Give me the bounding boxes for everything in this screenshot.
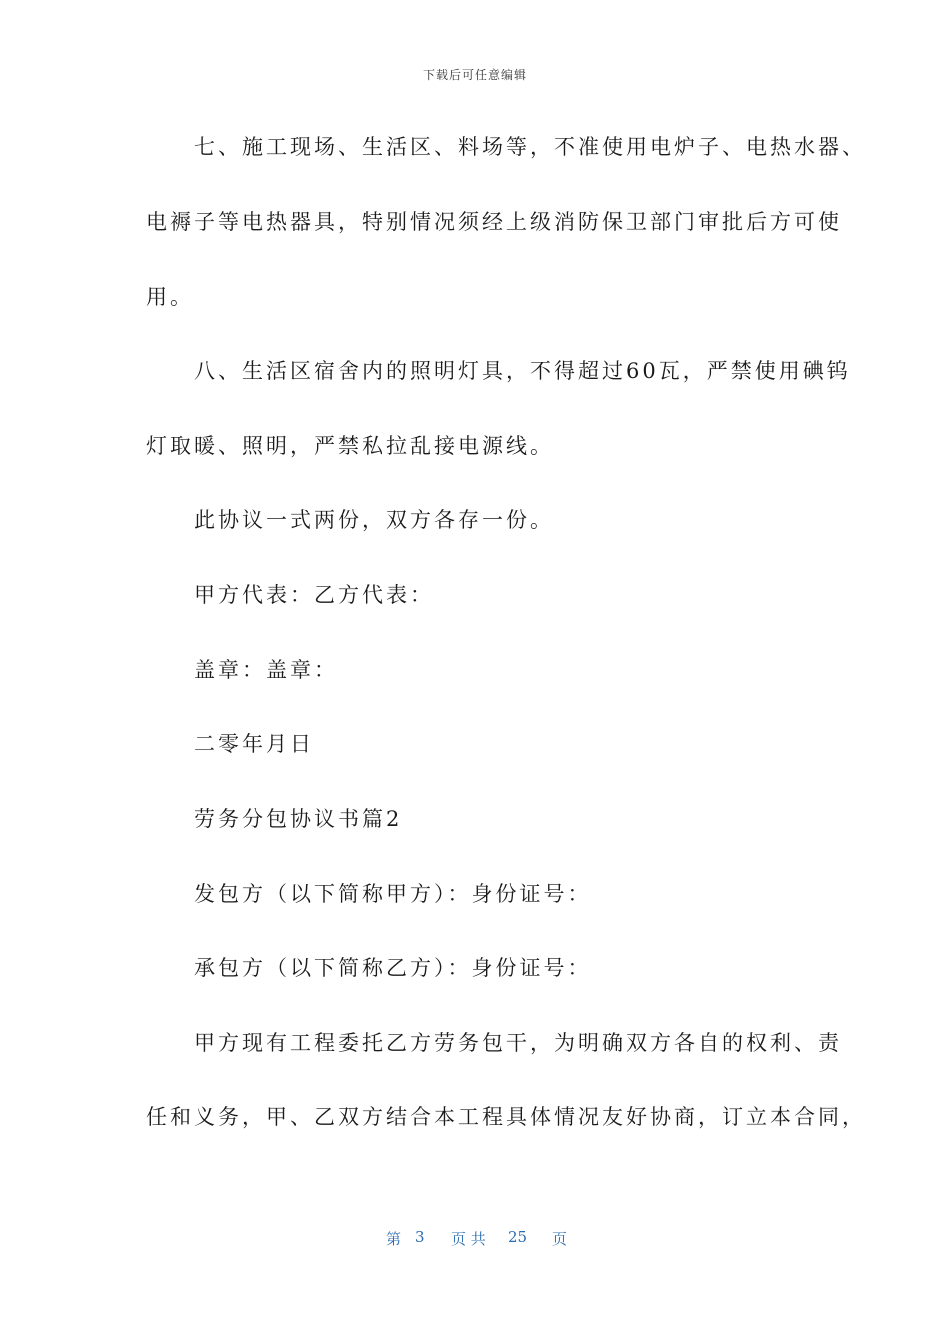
section-heading: 劳务分包协议书篇2 bbox=[146, 807, 403, 831]
text-line: 甲方现有工程委托乙方劳务包干，为明确双方各自的权利、责 bbox=[146, 1031, 842, 1055]
text-line: 任和义务，甲、乙双方结合本工程具体情况友好协商，订立本合同， bbox=[146, 1105, 866, 1129]
text-line: 用。 bbox=[146, 285, 194, 309]
footer-middle: 页 共 bbox=[451, 1230, 486, 1248]
text-line: 灯取暖、照明，严禁私拉乱接电源线。 bbox=[146, 434, 554, 458]
text-line: 二零年月日 bbox=[146, 732, 314, 756]
footer-suffix: 页 bbox=[552, 1230, 568, 1248]
footer-prefix: 第 bbox=[386, 1230, 402, 1248]
text-line: 甲方代表：乙方代表： bbox=[146, 583, 434, 607]
current-page-number: 3 bbox=[415, 1228, 425, 1246]
text-line: 电褥子等电热器具，特别情况须经上级消防保卫部门审批后方可使 bbox=[146, 210, 842, 234]
text-line: 承包方（以下简称乙方）：身份证号： bbox=[146, 956, 592, 980]
text-line: 七、施工现场、生活区、料场等，不准使用电炉子、电热水器、 bbox=[146, 135, 866, 159]
total-page-count: 25 bbox=[508, 1228, 528, 1246]
text-line: 发包方（以下简称甲方）：身份证号： bbox=[146, 882, 592, 906]
text-line: 八、生活区宿舍内的照明灯具，不得超过60瓦，严禁使用碘钨 bbox=[146, 359, 851, 383]
text-line: 盖章：盖章： bbox=[146, 658, 338, 682]
page-header: 下载后可任意编辑 bbox=[422, 68, 527, 82]
text-line: 此协议一式两份，双方各存一份。 bbox=[146, 508, 554, 532]
